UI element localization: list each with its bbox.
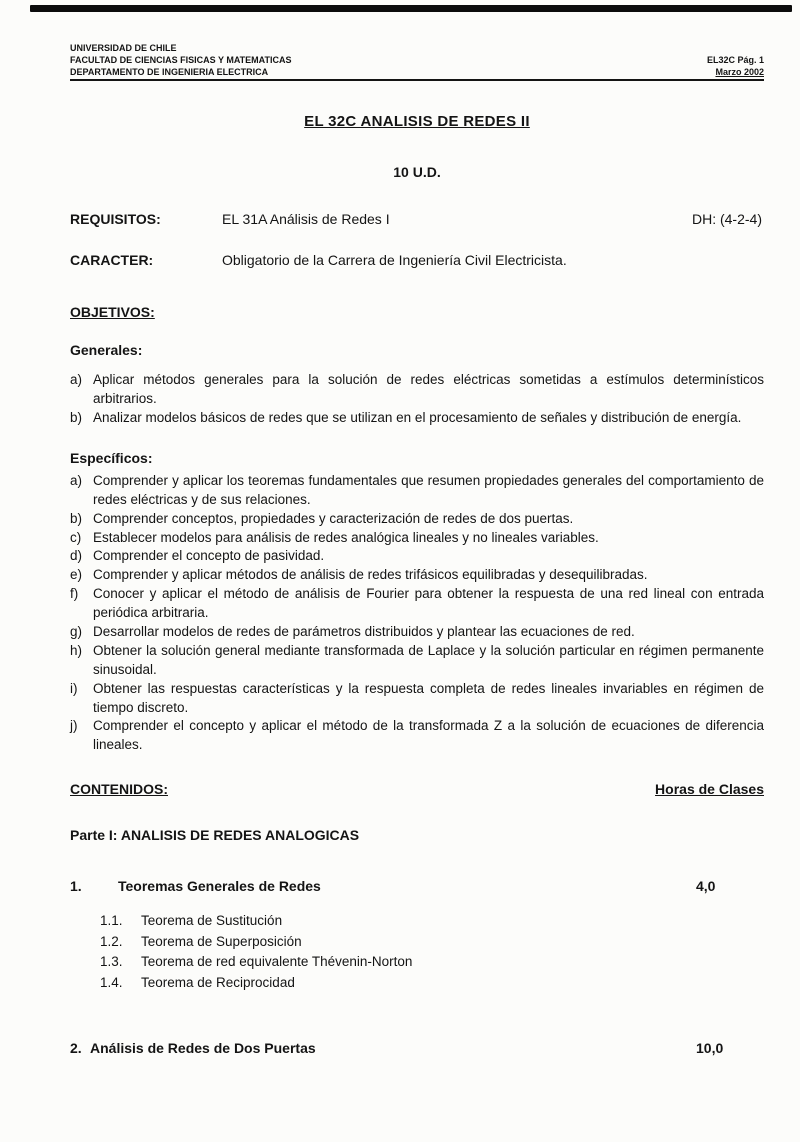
section-title: Análisis de Redes de Dos Puertas: [90, 1040, 316, 1057]
item-number: 1.2.: [100, 933, 123, 949]
item-marker: j): [70, 718, 78, 734]
contenidos-heading: CONTENIDOS:: [70, 781, 168, 798]
objective-item: [70, 585, 764, 623]
item-marker: g): [70, 624, 83, 639]
especificos-heading: Específicos:: [70, 449, 153, 466]
parte-heading: Parte I: ANALISIS DE REDES ANALOGICAS: [70, 827, 360, 844]
objective-item: [70, 566, 764, 585]
requisitos-row: [70, 210, 764, 229]
objective-item: [70, 642, 764, 680]
item-marker: f): [70, 586, 79, 602]
section-number: 2.: [70, 1040, 82, 1057]
item-text: Desarrollar modelos de redes de parámetros distribuidos y plantear las ecuaciones de red.: [93, 624, 635, 639]
institution-line-1: UNIVERSIDAD DE CHILE: [70, 43, 177, 53]
horas-heading: Horas de Clases: [655, 781, 764, 798]
item-marker: c): [70, 529, 82, 545]
caracter-row: [70, 251, 764, 270]
caracter-label: CARACTER:: [70, 252, 154, 269]
course-title: EL 32C ANALISIS DE REDES II: [304, 113, 530, 131]
item-marker: b): [70, 409, 83, 425]
objective-item: [70, 680, 764, 718]
objective-item: [70, 717, 764, 755]
caracter-value: Obligatorio de la Carrera de Ingeniería Civil Electricista.: [222, 252, 567, 269]
scan-artifact-top: [30, 5, 792, 12]
objective-item: [70, 529, 764, 548]
item-text: Comprender y aplicar los teoremas fundamentales que resumen propiedades generales del comportamiento de redes eléctricas y de sus relaciones.: [93, 472, 764, 507]
page-info-block: [707, 54, 764, 78]
item-marker: b): [70, 510, 83, 526]
objetivos-heading: OBJETIVOS:: [70, 304, 155, 321]
item-text: Aplicar métodos generales para la solución de redes eléctricas sometidas a estímulos determinísticos arbitrarios.: [93, 372, 764, 407]
item-marker: a): [70, 372, 83, 388]
syllabus-item: [100, 973, 764, 994]
item-text: Analizar modelos básicos de redes que se utilizan en el procesamiento de señales y distribución de energía.: [93, 409, 742, 425]
item-text: Comprender y aplicar métodos de análisis de redes trifásicos equilibradas y desequilibradas.: [93, 567, 648, 583]
item-text: Comprender el concepto de pasividad.: [93, 548, 325, 564]
objective-item: [70, 409, 764, 428]
item-text: Comprender el concepto y aplicar el método de la transformada Z a la solución de ecuaciones de diferencia lineales.: [93, 718, 764, 753]
item-marker: h): [70, 642, 83, 658]
item-text: Conocer y aplicar el método de análisis de Fourier para obtener la respuesta de una red lineal con entrada periódica arbitraria.: [93, 586, 764, 621]
objective-item: [70, 547, 764, 566]
contenidos-header-row: [70, 781, 764, 797]
institution-line-3: DEPARTAMENTO DE INGENIERIA ELECTRICA: [70, 67, 269, 78]
item-number: 1.4.: [100, 974, 123, 990]
requisitos-label: REQUISITOS:: [70, 211, 161, 228]
item-number: 1.3.: [100, 954, 123, 970]
institution-block: [70, 42, 292, 78]
generales-heading: Generales:: [70, 342, 143, 359]
syllabus-item: [100, 932, 764, 953]
objective-item: [70, 472, 764, 510]
especificos-list: [70, 472, 764, 755]
dh-value: DH: (4-2-4): [691, 211, 762, 228]
institution-line-2: FACULTAD DE CIENCIAS FISICAS Y MATEMATICAS: [70, 55, 292, 66]
item-text: Teorema de Superposición: [141, 933, 302, 949]
item-number: 1.1.: [100, 913, 123, 929]
item-text: Establecer modelos para análisis de redes analógica lineales y no lineales variables.: [93, 529, 599, 545]
content-section-2: [70, 1039, 764, 1058]
course-credits: 10 U.D.: [393, 164, 441, 181]
date-line: Marzo 2002: [715, 67, 764, 78]
section-number: 1.: [70, 878, 82, 895]
item-marker: a): [70, 472, 83, 488]
item-marker: i): [70, 680, 78, 696]
course-page-ref: EL32C Pág. 1: [706, 55, 764, 66]
requisitos-value: EL 31A Análisis de Redes I: [222, 211, 390, 228]
item-text: Teorema de red equivalente Thévenin-Norton: [141, 954, 413, 970]
syllabus-item: [100, 952, 764, 973]
objective-item: [70, 371, 764, 409]
document-header: [70, 42, 764, 81]
section-hours: 10,0: [696, 1040, 724, 1057]
item-text: Obtener la solución general mediante transformada de Laplace y la solución particular en régimen permanente sinusoidal.: [93, 642, 764, 677]
item-text: Obtener las respuestas características y la respuesta completa de redes lineales invariables en régimen de tiempo discreto.: [93, 680, 764, 715]
item-text: Comprender conceptos, propiedades y caracterización de redes de dos puertas.: [93, 510, 574, 526]
content-section-1: [70, 877, 764, 896]
section-1-items: [70, 911, 764, 993]
section-title: Teoremas Generales de Redes: [118, 878, 321, 895]
objective-item: [70, 510, 764, 529]
item-text: Teorema de Reciprocidad: [141, 974, 295, 990]
syllabus-item: [100, 911, 764, 932]
item-text: Teorema de Sustitución: [141, 913, 283, 929]
section-hours: 4,0: [696, 878, 716, 895]
item-marker: d): [70, 548, 83, 564]
item-marker: e): [70, 567, 83, 583]
generales-list: [70, 371, 764, 428]
objective-item: [70, 623, 764, 642]
